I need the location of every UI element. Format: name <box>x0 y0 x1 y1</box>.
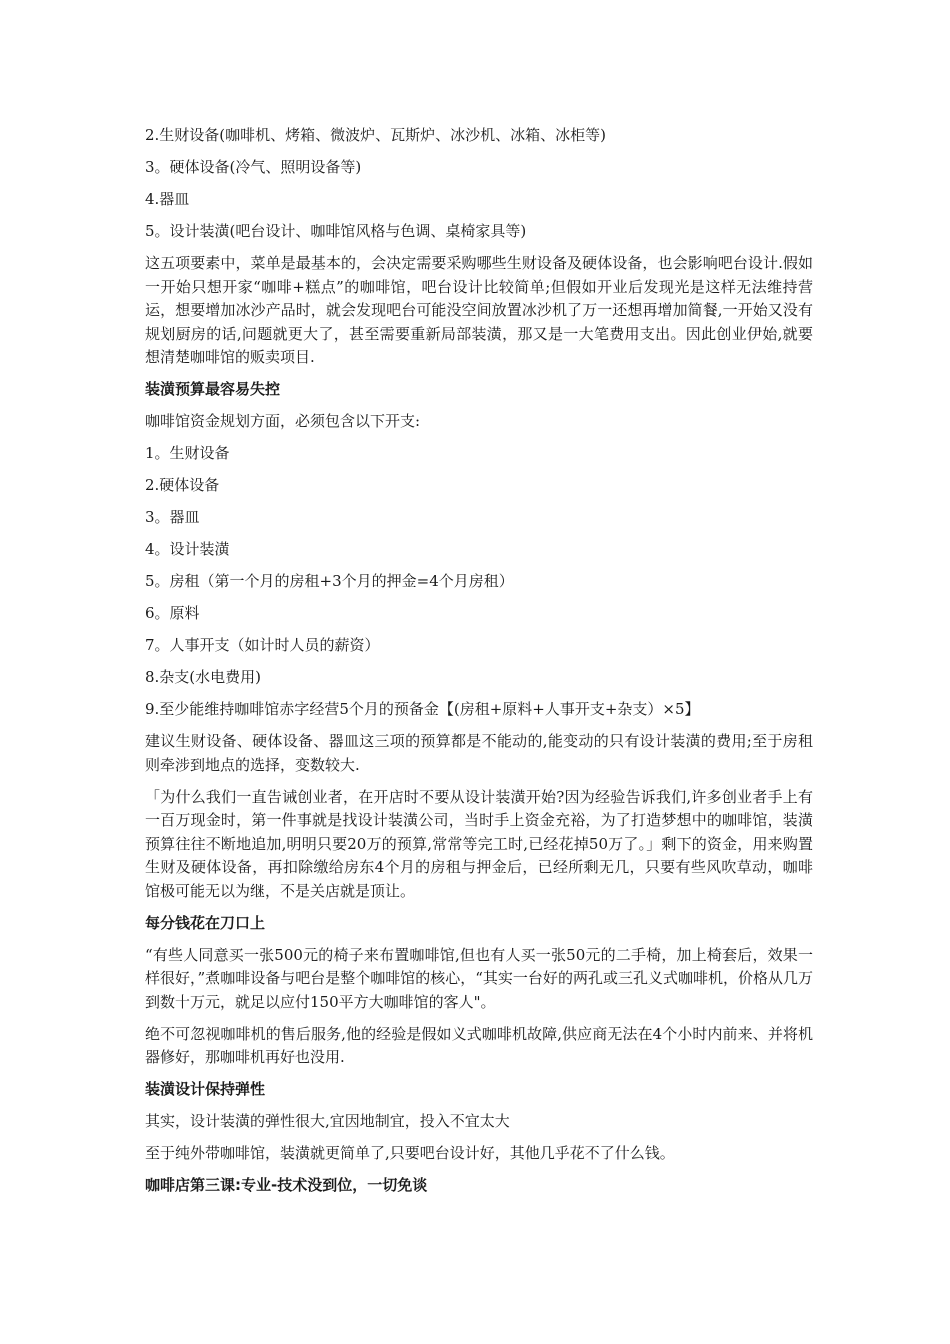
paragraph-flexibility: 其实，设计装潢的弹性很大,宜因地制宜，投入不宜太大 <box>145 1112 510 1130</box>
list-item-expense-3: 3。器皿 <box>145 508 200 526</box>
section-heading-flexibility: 装潢设计保持弹性 <box>145 1080 266 1098</box>
list-item-hardware: 3。硬体设备(冷气、照明设备等) <box>145 158 362 176</box>
list-item-expense-5: 5。房租（第一个月的房租+3个月的押金=4个月房租） <box>145 572 514 590</box>
document-body <box>145 124 813 1206</box>
paragraph-after-sales: 绝不可忽视咖啡机的售后服务,他的经验是假如义式咖啡机故障,供应商无法在4个小时内前来、并将机器修好，那咖啡机再好也没用. <box>145 1024 813 1066</box>
list-item-expense-1: 1。生财设备 <box>145 444 230 462</box>
paragraph-budget-advice: 建议生财设备、硬体设备、器皿这三项的预算都是不能动的,能变动的只有设计装潢的费用;至于房租则牵涉到地点的选择，变数较大. <box>145 732 813 774</box>
section-heading-lesson-three: 咖啡店第三课:专业-技术没到位，一切免谈 <box>145 1176 428 1194</box>
list-item-expense-2: 2.硬体设备 <box>145 476 220 494</box>
list-item-equipment: 2.生财设备(咖啡机、烤箱、微波炉、瓦斯炉、冰沙机、冰箱、冰柜等) <box>145 126 607 144</box>
list-item-decoration: 5。设计装潢(吧台设计、咖啡馆风格与色调、桌椅家具等) <box>145 222 527 240</box>
paragraph-takeaway: 至于纯外带咖啡馆，装潢就更简单了,只要吧台设计好，其他几乎花不了什么钱。 <box>145 1144 675 1162</box>
list-item-expense-8: 8.杂支(水电费用) <box>145 668 262 686</box>
paragraph-five-elements: 这五项要素中，菜单是最基本的，会决定需要采购哪些生财设备及硬体设备，也会影响吧台设计.假如一开始只想开家“咖啡+糕点”的咖啡馆，吧台设计比较简单;但假如开业后发现光是这样无法维持营运，想要增加冰沙产品时，就会发现吧台可能没空间放置冰沙机了万一还想再增加简餐,一开始又没有规划厨房的话,问题就更大了，甚至需要重新局部装潢，那又是一大笔费用支出。因此创业伊始,就要想清楚咖啡馆的贩卖项目. <box>145 254 813 366</box>
list-item-utensils: 4.器皿 <box>145 190 190 208</box>
paragraph-warning-quote: 「为什么我们一直告诫创业者，在开店时不要从设计装潢开始?因为经验告诉我们,许多创业者手上有一百万现金时，第一件事就是找设计装潢公司，当时手上资金充裕，为了打造梦想中的咖啡馆，装潢预算往往不断地追加,明明只要20万的预算,常常等完工时,已经花掉50万了。」剩下的资金，用来购置生财及硬体设备，再扣除缴给房东4个月的房租与押金后，已经所剩无几，只要有些风吹草动，咖啡馆极可能无以为继，不是关店就是顶让。 <box>145 787 813 900</box>
list-item-expense-7: 7。人事开支（如计时人员的薪资） <box>145 636 380 654</box>
paragraph-expense-intro: 咖啡馆资金规划方面，必须包含以下开支: <box>145 412 421 430</box>
list-item-expense-6: 6。原料 <box>145 604 200 622</box>
section-heading-budget: 装潢预算最容易失控 <box>145 380 281 398</box>
list-item-expense-9: 9.至少能维持咖啡馆赤字经营5个月的预备金【(房租+原料+人事开支+杂支）×5】 <box>145 700 700 718</box>
section-heading-spending: 每分钱花在刀口上 <box>145 913 266 932</box>
list-item-expense-4: 4。设计装潢 <box>145 540 230 558</box>
paragraph-chair-quote: “有些人同意买一张500元的椅子来布置咖啡馆,但也有人买一张50元的二手椅，加上椅套后，效果一样很好，”煮咖啡设备与吧台是整个咖啡馆的核心，“其实一台好的两孔或三孔义式咖啡机，价格从几万到数十万元，就足以应付150平方大咖啡馆的客人"。 <box>145 945 813 1011</box>
